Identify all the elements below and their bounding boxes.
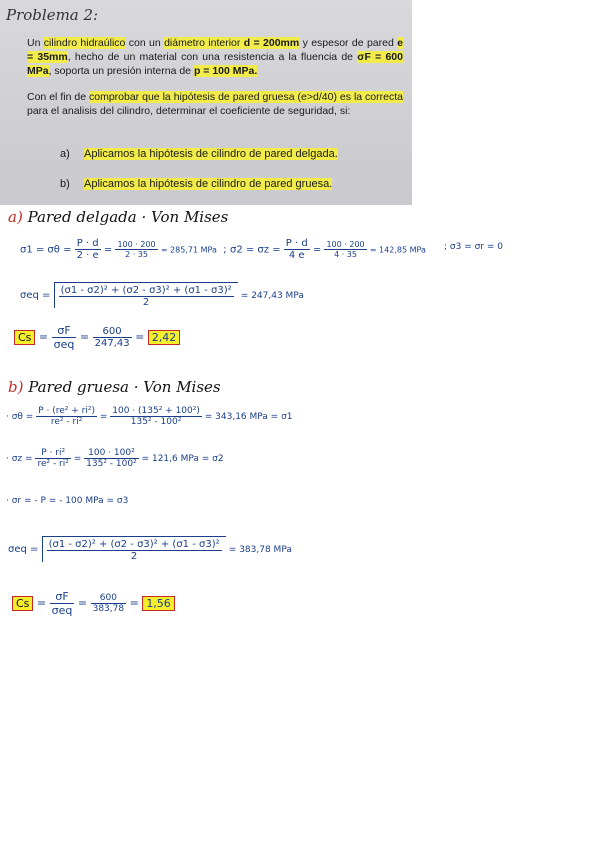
part-b-heading: b) Pared gruesa · Von Mises	[8, 378, 221, 396]
part-a-heading: a) Pared delgada · Von Mises	[8, 208, 229, 226]
part-a-result: 2,42	[148, 330, 181, 345]
part-a-sigma-eq: σeq = $\frac{\text{(σ1 - σ2)² + (σ2 - σ3)² + (σ1 - σ3)²}}{2}$ = 247,43 MPa	[20, 282, 304, 308]
problem-paragraph-2: Con el fin de comprobar que la hipótesis de pared gruesa (e>d/40) es la correcta para el analisis del cilindro, determinar el coeficiente de seguridad, si:	[27, 91, 403, 117]
part-a-sigma1: σ1 = σθ = $\frac{P \cdot d}{2 \cdot e}$ = $\frac{100 \cdot 200}{2 \cdot 35}$ = 285,71 MPa ;	[20, 238, 227, 261]
part-b-result: 1,56	[142, 596, 175, 611]
part-a-sigma3: ; σ3 = σr = 0	[444, 242, 503, 252]
part-b-sigma-r: · σr = - P = - 100 MPa = σ3	[6, 496, 129, 506]
part-b-sigma-eq: σeq = $\frac{\text{(σ1 - σ2)² + (σ2 - σ3)² + (σ1 - σ3)²}}{2}$ = 383,78 MPa	[8, 536, 292, 562]
problem-item-b: b) Aplicamos la hipótesis de cilindro de pared gruesa.	[60, 178, 333, 190]
part-b-sigma-z: · σz = $\frac{\text{P · ri²}}{\text{re² - ri²}}$ = $\frac{\text{100 · 100²}}{\text{135² - 100²}}$ = 121,6 MPa = σ2	[6, 448, 224, 469]
problem-item-a: a) Aplicamos la hipótesis de cilindro de pared delgada.	[60, 148, 338, 160]
problem-paragraph-1: Un cilindro hidraúlico con un diámetro interior d = 200mm y espesor de pared e = 35mm, hecho de un material con una resistencia a la fluencia de σF = 600 MPa, soporta un presión interna de p = 100 MPa.	[27, 37, 404, 77]
part-a-safety-factor: Cs = $\frac{\sigma F}{\text{σeq}}$ = $\frac{600}{247,43}$ = 2,42	[14, 324, 180, 351]
problem-statement	[0, 0, 412, 205]
part-b-sigma-theta: · σθ = $\frac{\text{P · (re² + ri²)}}{\text{re² - ri²}}$ = $\frac{\text{100 · (135² + 100²)}}{\text{135² - 100²}}$ = 343,16 MPa = σ1	[6, 406, 293, 427]
part-a-sigma2: σ2 = σz = $\frac{P \cdot d}{4 e}$ = $\frac{100 \cdot 200}{4 \cdot 35}$ = 142,85 MPa	[230, 238, 426, 261]
problem-title: Problema 2:	[6, 6, 99, 24]
part-b-safety-factor: Cs = $\frac{\sigma F}{\text{σeq}}$ = $\frac{600}{383,78}$ = 1,56	[12, 590, 175, 617]
